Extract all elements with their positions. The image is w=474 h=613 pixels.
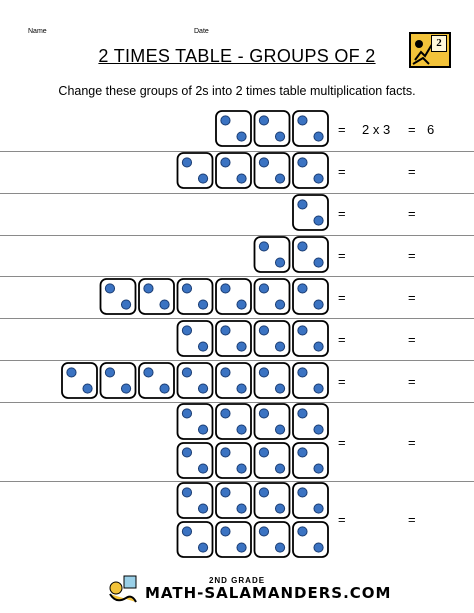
dot [198, 342, 207, 351]
dot [275, 464, 284, 473]
dot [275, 258, 284, 267]
dot [121, 384, 130, 393]
equals-sign: = [338, 206, 346, 221]
dot [182, 527, 191, 536]
dice-group-of-2 [216, 321, 251, 356]
dot [237, 342, 246, 351]
dot [298, 284, 307, 293]
dice-group-of-2 [178, 483, 213, 518]
dot [221, 527, 230, 536]
dot [105, 368, 114, 377]
equals-sign: = [338, 248, 346, 263]
dice-group-of-2 [216, 363, 251, 398]
dot [298, 116, 307, 125]
dot [259, 409, 268, 418]
dot [314, 384, 323, 393]
equals-sign: = [338, 435, 346, 450]
dice-group-of-2 [293, 195, 328, 230]
dice-group-of-2 [293, 363, 328, 398]
dice-group-of-2 [216, 443, 251, 478]
dice-group-of-2 [178, 522, 213, 557]
dot [259, 368, 268, 377]
dot [160, 300, 169, 309]
dot [182, 488, 191, 497]
dot [221, 448, 230, 457]
dot [221, 116, 230, 125]
dot [259, 448, 268, 457]
dot [298, 527, 307, 536]
dot [298, 200, 307, 209]
equals-sign: = [338, 122, 346, 137]
date-label: Date [194, 28, 209, 35]
dot [314, 464, 323, 473]
dot [237, 504, 246, 513]
dot [182, 158, 191, 167]
dice-group-of-2 [293, 237, 328, 272]
dice-group-of-2 [216, 404, 251, 439]
dot [259, 242, 268, 251]
dot [259, 158, 268, 167]
dot [198, 174, 207, 183]
dot [298, 368, 307, 377]
dot [237, 425, 246, 434]
equals-sign: = [408, 290, 416, 305]
dot [237, 132, 246, 141]
dot [259, 326, 268, 335]
dice-group-of-2 [255, 522, 290, 557]
dot [198, 504, 207, 513]
dot [298, 488, 307, 497]
dice-group-of-2 [139, 279, 174, 314]
dot [314, 258, 323, 267]
dot [237, 543, 246, 552]
dot [144, 284, 153, 293]
dot [160, 384, 169, 393]
dice-group-of-2 [293, 111, 328, 146]
page-title: 2 TIMES TABLE - GROUPS OF 2 [98, 46, 376, 66]
dot [105, 284, 114, 293]
dot [314, 174, 323, 183]
dot [198, 384, 207, 393]
dot [275, 174, 284, 183]
dot [259, 116, 268, 125]
dot [314, 132, 323, 141]
dot [182, 409, 191, 418]
equals-sign: = [338, 164, 346, 179]
logo-number: 2 [431, 35, 447, 52]
dot [314, 504, 323, 513]
footer-salamander-logo [104, 574, 140, 606]
dice-group-of-2 [255, 363, 290, 398]
dice-group-of-2 [293, 321, 328, 356]
equals-sign: = [408, 512, 416, 527]
dice-group-of-2 [178, 363, 213, 398]
dot [259, 488, 268, 497]
dot [182, 368, 191, 377]
dice-group-of-2 [255, 153, 290, 188]
dice-group-of-2 [62, 363, 97, 398]
dot [237, 464, 246, 473]
dot [198, 425, 207, 434]
salamander-icon [104, 574, 140, 606]
dot [237, 300, 246, 309]
dice-group-of-2 [178, 404, 213, 439]
dot [275, 425, 284, 434]
dot [275, 543, 284, 552]
dot [221, 326, 230, 335]
dice-group-of-2 [255, 111, 290, 146]
dot [298, 448, 307, 457]
dot [298, 409, 307, 418]
dot [182, 448, 191, 457]
dot [221, 368, 230, 377]
dot [275, 384, 284, 393]
dot [221, 158, 230, 167]
dice-group-of-2 [255, 279, 290, 314]
dot [298, 242, 307, 251]
dice-group-of-2 [216, 522, 251, 557]
equals-sign: = [408, 332, 416, 347]
dice-group-of-2 [293, 404, 328, 439]
dice-group-of-2 [293, 483, 328, 518]
dice-group-of-2 [293, 522, 328, 557]
dice-group-of-2 [255, 443, 290, 478]
dot [275, 504, 284, 513]
dot [275, 300, 284, 309]
dot [221, 284, 230, 293]
equals-sign: = [338, 374, 346, 389]
dice-group-of-2 [101, 363, 136, 398]
equals-sign: = [408, 122, 416, 137]
dot [144, 368, 153, 377]
dice-group-of-2 [216, 111, 251, 146]
dice-group-of-2 [139, 363, 174, 398]
dot [314, 216, 323, 225]
dice-group-of-2 [293, 443, 328, 478]
dice-group-of-2 [216, 279, 251, 314]
dot [198, 300, 207, 309]
dot [259, 284, 268, 293]
equals-sign: = [408, 206, 416, 221]
dot [198, 464, 207, 473]
dice-group-of-2 [255, 321, 290, 356]
equals-sign: = [408, 374, 416, 389]
dice-group-of-2 [255, 483, 290, 518]
dot [298, 326, 307, 335]
dot [275, 132, 284, 141]
dot [298, 158, 307, 167]
dot [314, 425, 323, 434]
dice-group-of-2 [178, 321, 213, 356]
dot [259, 527, 268, 536]
dice-group-of-2 [216, 153, 251, 188]
footer-grade: 2ND GRADE [208, 576, 266, 585]
dot [275, 342, 284, 351]
fact-expression: 2 x 3 [362, 122, 391, 137]
dice-group-of-2 [293, 153, 328, 188]
equals-sign: = [408, 164, 416, 179]
equals-sign: = [408, 248, 416, 263]
dice-group-of-2 [178, 153, 213, 188]
equals-sign: = [338, 512, 346, 527]
dot [182, 284, 191, 293]
dot [314, 342, 323, 351]
dot [67, 368, 76, 377]
footer-site: MATH-SALAMANDERS.COM [145, 584, 392, 602]
dot [237, 384, 246, 393]
name-label: Name [28, 28, 47, 35]
fact-answer: 6 [427, 122, 435, 137]
dot [198, 543, 207, 552]
dice-group-of-2 [255, 237, 290, 272]
dot [314, 543, 323, 552]
dot [182, 326, 191, 335]
dice-group-of-2 [178, 443, 213, 478]
dice-group-of-2 [178, 279, 213, 314]
dot [221, 488, 230, 497]
dot [83, 384, 92, 393]
equals-sign: = [338, 332, 346, 347]
dot [314, 300, 323, 309]
dice-group-of-2 [255, 404, 290, 439]
dot [237, 174, 246, 183]
dice-group-of-2 [216, 483, 251, 518]
equals-sign: = [408, 435, 416, 450]
dot [221, 409, 230, 418]
dice-group-of-2 [293, 279, 328, 314]
equals-sign: = [338, 290, 346, 305]
dice-group-of-2 [101, 279, 136, 314]
instructions: Change these groups of 2s into 2 times table multiplication facts. [58, 84, 416, 98]
dot [121, 300, 130, 309]
